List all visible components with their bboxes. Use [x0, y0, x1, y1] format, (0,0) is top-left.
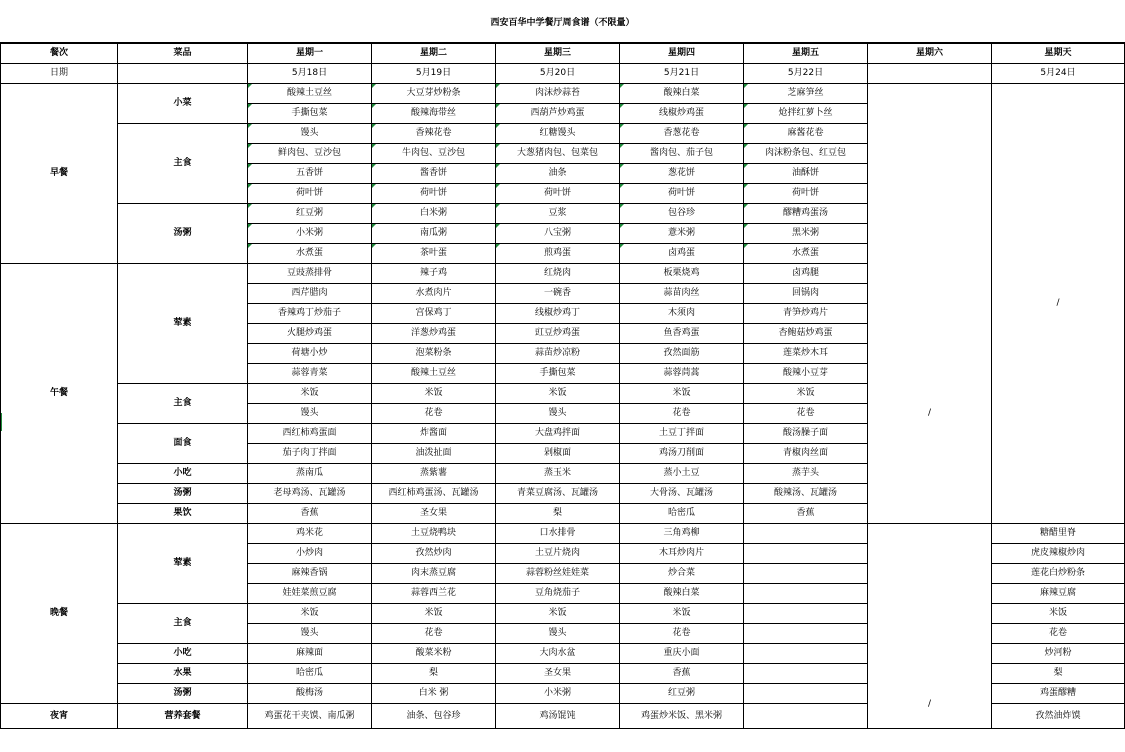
night-item-mon[interactable]: 鸡蛋花干夹馍、南瓜粥	[248, 704, 372, 729]
breakfast-item-tue[interactable]: 香辣花卷	[372, 124, 496, 144]
lunch-item-mon[interactable]: 荷塘小炒	[248, 344, 372, 364]
meal-night[interactable]: 夜宵	[1, 704, 118, 729]
dinner-item-mon[interactable]: 酸梅汤	[248, 684, 372, 704]
lunch-item-thu[interactable]: 鱼香鸡蛋	[620, 324, 744, 344]
lunch-cat-guoyin[interactable]: 果饮	[118, 504, 248, 524]
lunch-item-mon[interactable]: 豆豉蒸排骨	[248, 264, 372, 284]
dinner-item-tue[interactable]: 土豆烧鸭块	[372, 524, 496, 544]
dinner-item-fri[interactable]	[744, 544, 868, 564]
dinner-item-fri[interactable]	[744, 624, 868, 644]
lunch-item-tue[interactable]: 酸辣土豆丝	[372, 364, 496, 384]
lunch-item-tue[interactable]: 圣女果	[372, 504, 496, 524]
lunch-item-wed[interactable]: 一碗香	[496, 284, 620, 304]
dinner-item-mon[interactable]: 麻辣面	[248, 644, 372, 664]
header-day-sun[interactable]: 星期天	[992, 44, 1125, 64]
breakfast-item-wed[interactable]: 八宝粥	[496, 224, 620, 244]
lunch-item-wed[interactable]: 剁椒面	[496, 444, 620, 464]
dinner-item-tue[interactable]: 蒜蓉西兰花	[372, 584, 496, 604]
lunch-item-wed[interactable]: 梨	[496, 504, 620, 524]
dinner-item-thu[interactable]: 米饭	[620, 604, 744, 624]
dinner-item-sun[interactable]: 莲花白炒粉条	[992, 564, 1125, 584]
dinner-item-wed[interactable]: 蒜蓉粉丝娃娃菜	[496, 564, 620, 584]
date-row	[1, 64, 1125, 84]
breakfast-item-wed[interactable]: 煎鸡蛋	[496, 244, 620, 264]
lunch-item-wed[interactable]: 红烧肉	[496, 264, 620, 284]
night-item-thu[interactable]: 鸡蛋炒米饭、黑米粥	[620, 704, 744, 729]
lunch-item-tue[interactable]: 油泼扯面	[372, 444, 496, 464]
breakfast-item-fri[interactable]: 油酥饼	[744, 164, 868, 184]
dinner-item-sun[interactable]: 花卷	[992, 624, 1125, 644]
lunch-item-tue[interactable]: 辣子鸡	[372, 264, 496, 284]
dinner-row	[1, 524, 1125, 544]
dinner-item-thu[interactable]: 木耳炒肉片	[620, 544, 744, 564]
dinner-item-mon[interactable]: 哈密瓜	[248, 664, 372, 684]
breakfast-item-fri[interactable]: 炝拌红萝卜丝	[744, 104, 868, 124]
lunch-item-fri[interactable]: 米饭	[744, 384, 868, 404]
dinner-item-thu[interactable]: 红豆粥	[620, 684, 744, 704]
dinner-item-thu[interactable]: 三角鸡柳	[620, 524, 744, 544]
dinner-item-fri[interactable]	[744, 664, 868, 684]
breakfast-item-mon[interactable]: 手撕包菜	[248, 104, 372, 124]
lunch-cat-mianshi[interactable]: 面食	[118, 424, 248, 464]
breakfast-item-fri[interactable]: 麻酱花卷	[744, 124, 868, 144]
night-item-fri[interactable]	[744, 704, 868, 729]
dinner-cat-shuiguo[interactable]: 水果	[118, 664, 248, 684]
night-item-tue[interactable]: 油条、包谷珍	[372, 704, 496, 729]
date-fri[interactable]: 5月22日	[744, 64, 868, 84]
lunch-item-fri[interactable]: 香蕉	[744, 504, 868, 524]
header-row	[1, 44, 1125, 64]
dinner-item-wed[interactable]: 豆角烧茄子	[496, 584, 620, 604]
dinner-item-mon[interactable]: 小炒肉	[248, 544, 372, 564]
lunch-item-mon[interactable]: 老母鸡汤、瓦罐汤	[248, 484, 372, 504]
lunch-item-thu[interactable]: 板栗烧鸡	[620, 264, 744, 284]
lunch-item-fri[interactable]: 杏鲍菇炒鸡蛋	[744, 324, 868, 344]
dinner-item-sun[interactable]: 梨	[992, 664, 1125, 684]
breakfast-item-tue[interactable]: 白米粥	[372, 204, 496, 224]
lunch-item-wed[interactable]: 手撕包菜	[496, 364, 620, 384]
dinner-item-tue[interactable]: 肉末蒸豆腐	[372, 564, 496, 584]
date-sun[interactable]: 5月24日	[992, 64, 1125, 84]
breakfast-item-mon[interactable]: 荷叶饼	[248, 184, 372, 204]
date-mon[interactable]: 5月18日	[248, 64, 372, 84]
breakfast-item-wed[interactable]: 荷叶饼	[496, 184, 620, 204]
lunch-item-thu[interactable]: 土豆丁拌面	[620, 424, 744, 444]
breakfast-item-thu[interactable]: 荷叶饼	[620, 184, 744, 204]
lunch-cat-xiaochi[interactable]: 小吃	[118, 464, 248, 484]
dinner-item-fri[interactable]	[744, 524, 868, 544]
dinner-item-mon[interactable]: 麻辣香锅	[248, 564, 372, 584]
breakfast-cat-zhushi[interactable]: 主食	[118, 124, 248, 204]
lunch-cat-zhushi[interactable]: 主食	[118, 384, 248, 424]
lunch-item-fri[interactable]: 回锅肉	[744, 284, 868, 304]
breakfast-item-mon[interactable]: 水煮蛋	[248, 244, 372, 264]
lunch-item-fri[interactable]: 卤鸡腿	[744, 264, 868, 284]
lunch-item-tue[interactable]: 花卷	[372, 404, 496, 424]
dinner-item-fri[interactable]	[744, 604, 868, 624]
date-sat[interactable]	[868, 64, 992, 84]
lunch-item-thu[interactable]: 鸡汤刀削面	[620, 444, 744, 464]
breakfast-item-thu[interactable]: 香葱花卷	[620, 124, 744, 144]
breakfast-item-fri[interactable]: 水煮蛋	[744, 244, 868, 264]
lunch-item-tue[interactable]: 西红柿鸡蛋汤、瓦罐汤	[372, 484, 496, 504]
dinner-cat-tangzhou[interactable]: 汤粥	[118, 684, 248, 704]
dinner-item-thu[interactable]: 酸辣白菜	[620, 584, 744, 604]
breakfast-item-mon[interactable]: 五香饼	[248, 164, 372, 184]
dinner-item-thu[interactable]: 重庆小面	[620, 644, 744, 664]
breakfast-item-thu[interactable]: 包谷珍	[620, 204, 744, 224]
dinner-item-wed[interactable]: 小米粥	[496, 684, 620, 704]
breakfast-cat-xiaocai[interactable]: 小菜	[118, 84, 248, 124]
lunch-item-wed[interactable]: 大盘鸡拌面	[496, 424, 620, 444]
lunch-item-fri[interactable]: 酸辣小豆芽	[744, 364, 868, 384]
breakfast-item-fri[interactable]: 芝麻笋丝	[744, 84, 868, 104]
lunch-item-wed[interactable]: 蒜苗炒凉粉	[496, 344, 620, 364]
lunch-item-wed[interactable]: 米饭	[496, 384, 620, 404]
lunch-item-tue[interactable]: 蒸紫薯	[372, 464, 496, 484]
breakfast-item-mon[interactable]: 馒头	[248, 124, 372, 144]
dinner-item-tue[interactable]: 米饭	[372, 604, 496, 624]
dinner-item-mon[interactable]: 鸡米花	[248, 524, 372, 544]
header-day-fri[interactable]: 星期五	[744, 44, 868, 64]
dinner-item-mon[interactable]: 米饭	[248, 604, 372, 624]
breakfast-item-tue[interactable]: 牛肉包、豆沙包	[372, 144, 496, 164]
dinner-item-tue[interactable]: 白米 粥	[372, 684, 496, 704]
dinner-item-fri[interactable]	[744, 684, 868, 704]
dinner-item-tue[interactable]: 酸菜米粉	[372, 644, 496, 664]
date-tue[interactable]: 5月19日	[372, 64, 496, 84]
meal-breakfast[interactable]: 早餐	[1, 84, 118, 264]
dinner-item-tue[interactable]: 花卷	[372, 624, 496, 644]
dinner-item-sun[interactable]: 虎皮辣椒炒肉	[992, 544, 1125, 564]
date-thu[interactable]: 5月21日	[620, 64, 744, 84]
breakfast-item-thu[interactable]: 薏米粥	[620, 224, 744, 244]
dinner-item-mon[interactable]: 馒头	[248, 624, 372, 644]
breakfast-item-fri[interactable]: 荷叶饼	[744, 184, 868, 204]
dinner-item-fri[interactable]	[744, 644, 868, 664]
lunch-item-mon[interactable]: 西红柿鸡蛋面	[248, 424, 372, 444]
header-day-sat[interactable]: 星期六	[868, 44, 992, 64]
dinner-item-sun[interactable]: 米饭	[992, 604, 1125, 624]
lunch-item-mon[interactable]: 西芹腊肉	[248, 284, 372, 304]
lunch-cat-dishes[interactable]: 荤素	[118, 264, 248, 384]
lunch-item-thu[interactable]: 蒸小土豆	[620, 464, 744, 484]
dinner-item-sun[interactable]: 麻辣豆腐	[992, 584, 1125, 604]
weekly-menu-table	[0, 43, 1125, 729]
lunch-item-thu[interactable]: 哈密瓜	[620, 504, 744, 524]
breakfast-item-thu[interactable]: 葱花饼	[620, 164, 744, 184]
lunch-cat-tangzhou[interactable]: 汤粥	[118, 484, 248, 504]
dinner-item-wed[interactable]: 米饭	[496, 604, 620, 624]
sat-breakfast-lunch-cell[interactable]: /	[868, 84, 992, 524]
lunch-item-tue[interactable]: 水煮肉片	[372, 284, 496, 304]
lunch-item-wed[interactable]: 蒸玉米	[496, 464, 620, 484]
dinner-item-fri[interactable]	[744, 564, 868, 584]
lunch-item-fri[interactable]: 青笋炒鸡片	[744, 304, 868, 324]
dinner-cat-xiaochi[interactable]: 小吃	[118, 644, 248, 664]
lunch-item-mon[interactable]: 香蕉	[248, 504, 372, 524]
breakfast-item-tue[interactable]: 酱香饼	[372, 164, 496, 184]
lunch-item-thu[interactable]: 米饭	[620, 384, 744, 404]
breakfast-item-mon[interactable]: 红豆粥	[248, 204, 372, 224]
lunch-item-fri[interactable]: 青椒肉丝面	[744, 444, 868, 464]
breakfast-cat-tangzhou[interactable]: 汤粥	[118, 204, 248, 264]
breakfast-item-tue[interactable]: 酸辣海带丝	[372, 104, 496, 124]
dinner-item-thu[interactable]: 香蕉	[620, 664, 744, 684]
breakfast-item-mon[interactable]: 酸辣土豆丝	[248, 84, 372, 104]
lunch-item-mon[interactable]: 茄子肉丁拌面	[248, 444, 372, 464]
dinner-item-tue[interactable]: 梨	[372, 664, 496, 684]
header-day-mon[interactable]: 星期一	[248, 44, 372, 64]
breakfast-item-thu[interactable]: 线椒炒鸡蛋	[620, 104, 744, 124]
dinner-item-tue[interactable]: 孜然炒肉	[372, 544, 496, 564]
dinner-cat-dishes[interactable]: 荤素	[118, 524, 248, 604]
sun-breakfast-lunch-cell[interactable]: /	[992, 84, 1125, 524]
lunch-item-wed[interactable]: 豇豆炒鸡蛋	[496, 324, 620, 344]
header-day-wed[interactable]: 星期三	[496, 44, 620, 64]
dinner-item-mon[interactable]: 娃娃菜煎豆腐	[248, 584, 372, 604]
lunch-item-mon[interactable]: 馒头	[248, 404, 372, 424]
lunch-item-mon[interactable]: 蒸南瓜	[248, 464, 372, 484]
dinner-item-thu[interactable]: 花卷	[620, 624, 744, 644]
breakfast-item-wed[interactable]: 油条	[496, 164, 620, 184]
dinner-item-wed[interactable]: 土豆片烧肉	[496, 544, 620, 564]
page-title: 西安百华中学餐厅周食谱（不限量）	[0, 0, 1125, 43]
lunch-item-tue[interactable]: 宫保鸡丁	[372, 304, 496, 324]
breakfast-item-tue[interactable]: 大豆芽炒粉条	[372, 84, 496, 104]
dinner-item-fri[interactable]	[744, 584, 868, 604]
lunch-item-wed[interactable]: 馒头	[496, 404, 620, 424]
sat-dinner-cell[interactable]: /	[868, 524, 992, 729]
breakfast-item-fri[interactable]: 黑米粥	[744, 224, 868, 244]
lunch-item-thu[interactable]: 蒜蓉茼蒿	[620, 364, 744, 384]
breakfast-item-tue[interactable]: 南瓜粥	[372, 224, 496, 244]
lunch-item-thu[interactable]: 孜然面筋	[620, 344, 744, 364]
dinner-item-sun[interactable]: 炒河粉	[992, 644, 1125, 664]
dinner-item-thu[interactable]: 炒合菜	[620, 564, 744, 584]
lunch-item-fri[interactable]: 酸辣汤、瓦罐汤	[744, 484, 868, 504]
dinner-item-sun[interactable]: 糖醋里脊	[992, 524, 1125, 544]
night-cat[interactable]: 营养套餐	[118, 704, 248, 729]
header-dish[interactable]: 菜品	[118, 44, 248, 64]
header-meal[interactable]: 餐次	[1, 44, 118, 64]
lunch-item-thu[interactable]: 大骨汤、瓦罐汤	[620, 484, 744, 504]
night-item-wed[interactable]: 鸡汤馄饨	[496, 704, 620, 729]
lunch-item-mon[interactable]: 米饭	[248, 384, 372, 404]
dinner-item-wed[interactable]: 口水排骨	[496, 524, 620, 544]
breakfast-item-wed[interactable]: 红糖馒头	[496, 124, 620, 144]
dinner-cat-zhushi[interactable]: 主食	[118, 604, 248, 644]
header-day-thu[interactable]: 星期四	[620, 44, 744, 64]
lunch-item-fri[interactable]: 花卷	[744, 404, 868, 424]
lunch-item-tue[interactable]: 洋葱炒鸡蛋	[372, 324, 496, 344]
lunch-item-tue[interactable]: 炸酱面	[372, 424, 496, 444]
breakfast-item-tue[interactable]: 茶叶蛋	[372, 244, 496, 264]
lunch-item-thu[interactable]: 花卷	[620, 404, 744, 424]
breakfast-item-fri[interactable]: 醪糟鸡蛋汤	[744, 204, 868, 224]
lunch-item-tue[interactable]: 米饭	[372, 384, 496, 404]
breakfast-item-wed[interactable]: 大葱猪肉包、包菜包	[496, 144, 620, 164]
date-empty[interactable]	[118, 64, 248, 84]
lunch-item-thu[interactable]: 蒜苗肉丝	[620, 284, 744, 304]
meal-lunch[interactable]: 午餐	[1, 264, 118, 524]
lunch-item-fri[interactable]: 莲菜炒木耳	[744, 344, 868, 364]
date-label[interactable]: 日期	[1, 64, 118, 84]
date-wed[interactable]: 5月20日	[496, 64, 620, 84]
dinner-item-wed[interactable]: 圣女果	[496, 664, 620, 684]
lunch-item-wed[interactable]: 线椒炒鸡丁	[496, 304, 620, 324]
breakfast-item-mon[interactable]: 小米粥	[248, 224, 372, 244]
meal-dinner[interactable]: 晚餐	[1, 524, 118, 704]
dinner-item-wed[interactable]: 馒头	[496, 624, 620, 644]
dinner-item-sun[interactable]: 鸡蛋醪糟	[992, 684, 1125, 704]
breakfast-item-fri[interactable]: 肉沫粉条包、红豆包	[744, 144, 868, 164]
lunch-item-tue[interactable]: 泡菜粉条	[372, 344, 496, 364]
breakfast-item-tue[interactable]: 荷叶饼	[372, 184, 496, 204]
breakfast-item-mon[interactable]: 鲜肉包、豆沙包	[248, 144, 372, 164]
breakfast-item-thu[interactable]: 卤鸡蛋	[620, 244, 744, 264]
lunch-item-mon[interactable]: 香辣鸡丁炒茄子	[248, 304, 372, 324]
lunch-item-fri[interactable]: 蒸芋头	[744, 464, 868, 484]
lunch-item-fri[interactable]: 酸汤臊子面	[744, 424, 868, 444]
breakfast-item-thu[interactable]: 酸辣白菜	[620, 84, 744, 104]
lunch-item-mon[interactable]: 蒜蓉青菜	[248, 364, 372, 384]
dinner-item-wed[interactable]: 大肉水盆	[496, 644, 620, 664]
breakfast-item-wed[interactable]: 豆浆	[496, 204, 620, 224]
breakfast-row	[1, 84, 1125, 104]
header-day-tue[interactable]: 星期二	[372, 44, 496, 64]
night-item-sun[interactable]: 孜然油炸馍	[992, 704, 1125, 729]
lunch-item-wed[interactable]: 青菜豆腐汤、瓦罐汤	[496, 484, 620, 504]
lunch-item-mon[interactable]: 火腿炒鸡蛋	[248, 324, 372, 344]
breakfast-item-wed[interactable]: 西葫芦炒鸡蛋	[496, 104, 620, 124]
breakfast-item-wed[interactable]: 肉沫炒蒜苔	[496, 84, 620, 104]
breakfast-item-thu[interactable]: 酱肉包、茄子包	[620, 144, 744, 164]
lunch-item-thu[interactable]: 木须肉	[620, 304, 744, 324]
